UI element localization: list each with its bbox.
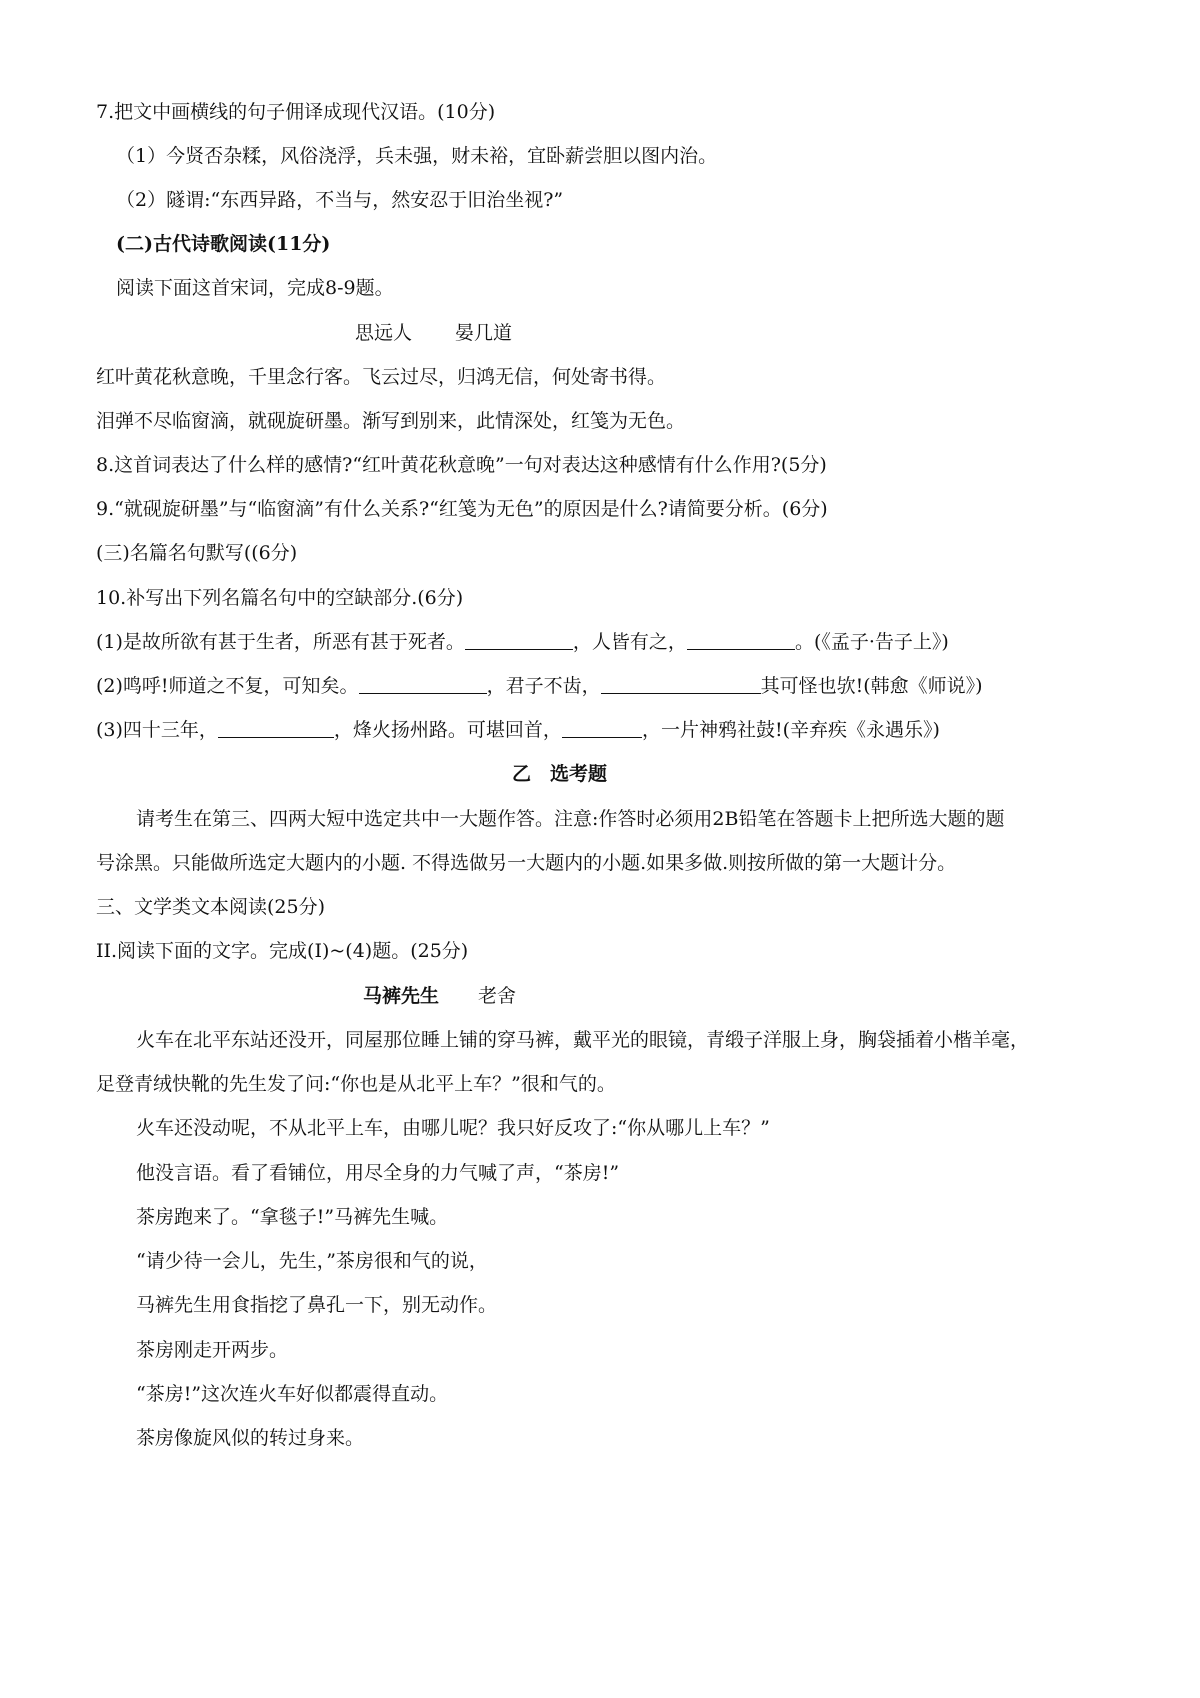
fill-line-1-text-a: (1)是故所欲有甚于生者，所恶有甚于死者。 <box>96 631 465 653</box>
poem-title: 思远人 <box>355 322 413 344</box>
fill-line-3-text-b: ，烽火扬州路。可堪回首， <box>333 719 562 741</box>
q7-sentence-2: （2）隧谓:“东西异路，不当与，然安忍于旧治坐视?” <box>116 189 564 211</box>
fill-line-2 <box>96 673 983 699</box>
fill-line-1 <box>96 629 949 655</box>
story-paragraph-6: 马裤先生用食指挖了鼻孔一下，别无动作。 <box>136 1294 498 1316</box>
fill-line-2-text-b: ，君子不齿， <box>486 675 601 697</box>
elective-instruction-2: 号涂黑。只能做所选定大题内的小题. 不得选做另一大题内的小题.如果多做.则按所做的第一大题计分。 <box>96 852 957 874</box>
literary-section-heading: 三、文学类文本阅读(25分) <box>96 896 326 918</box>
story-paragraph-2: 火车还没动呢，不从北平上车，由哪儿呢？我只好反攻了:“你从哪儿上车？” <box>136 1117 770 1139</box>
answer-blank[interactable] <box>562 719 642 738</box>
q7-title: 7.把文中画横线的句子佣译成现代汉语。(10分) <box>96 101 496 123</box>
q11: II.阅读下面的文字。完成(I)~(4)题。(25分) <box>96 940 469 962</box>
answer-blank[interactable] <box>465 631 573 650</box>
story-paragraph-1b: 足登青绒快靴的先生发了问:“你也是从北平上车？”很和气的。 <box>96 1073 616 1095</box>
q10: 10.补写出下列名篇名句中的空缺部分.(6分) <box>96 587 464 609</box>
fill-line-3-text-c: ，一片神鸦社鼓!(辛弃疾《永遇乐》) <box>641 719 940 741</box>
story-paragraph-5: “请少待一会儿，先生，”茶房很和气的说， <box>136 1250 488 1272</box>
fill-line-2-text-a: (2)鸣呼!师道之不复，可知矣。 <box>96 675 359 697</box>
q7-sentence-1: （1）今贤否杂糅，风俗浇浮，兵未强，财未裕，宜卧薪尝胆以图内治。 <box>116 145 718 167</box>
poetry-intro: 阅读下面这首宋词，完成8-9题。 <box>116 277 394 299</box>
poem-author: 晏几道 <box>455 322 513 344</box>
poem-line-2: 泪弹不尽临窗滴，就砚旋研墨。渐写到别来，此情深处，红笺为无色。 <box>96 410 686 432</box>
story-title: 马裤先生 <box>363 985 440 1007</box>
answer-blank[interactable] <box>218 719 334 738</box>
elective-heading: 乙 选考题 <box>512 763 608 785</box>
fill-line-1-text-b: ，人皆有之， <box>572 631 687 653</box>
answer-blank[interactable] <box>601 675 761 694</box>
story-paragraph-9: 茶房像旋风似的转过身来。 <box>136 1427 365 1449</box>
elective-instruction-1: 请考生在第三、四两大短中选定共中一大题作答。注意:作答时必须用2B铅笔在答题卡上把所选大题的题 <box>136 808 1005 830</box>
story-paragraph-3: 他没言语。看了看铺位，用尽全身的力气喊了声，“茶房!” <box>136 1162 620 1184</box>
poem-line-1: 红叶黄花秋意晚，千里念行客。飞云过尽，归鸿无信，何处寄书得。 <box>96 366 667 388</box>
fill-line-2-text-c: 其可怪也欤!(韩愈《师说》) <box>760 675 983 697</box>
answer-blank[interactable] <box>687 631 795 650</box>
q9: 9.“就砚旋研墨”与“临窗滴”有什么关系?“红笺为无色”的原因是什么?请简要分析。(6分) <box>96 498 828 520</box>
fill-line-3 <box>96 717 940 743</box>
story-paragraph-4: 茶房跑来了。“拿毯子!”马裤先生喊。 <box>136 1206 449 1228</box>
fill-line-1-text-c: 。(《孟子·告子上》) <box>794 631 949 653</box>
answer-blank[interactable] <box>359 675 487 694</box>
story-paragraph-1a: 火车在北平东站还没开，同屋那位睡上铺的穿马裤，戴平光的眼镜，青缎子洋服上身，胸袋插着小楷羊毫， <box>136 1029 1030 1051</box>
story-paragraph-8: “茶房!”这次连火车好似都震得直动。 <box>136 1383 449 1405</box>
poetry-section-heading: (二)古代诗歌阅读(11分) <box>116 233 331 255</box>
famous-section-heading: (三)名篇名句默写((6分) <box>96 542 298 564</box>
story-author: 老舍 <box>478 985 517 1007</box>
q8: 8.这首词表达了什么样的感情?“红叶黄花秋意晚”一句对表达这种感情有什么作用?(5分) <box>96 454 827 476</box>
story-paragraph-7: 茶房刚走开两步。 <box>136 1339 289 1361</box>
fill-line-3-text-a: (3)四十三年， <box>96 719 218 741</box>
